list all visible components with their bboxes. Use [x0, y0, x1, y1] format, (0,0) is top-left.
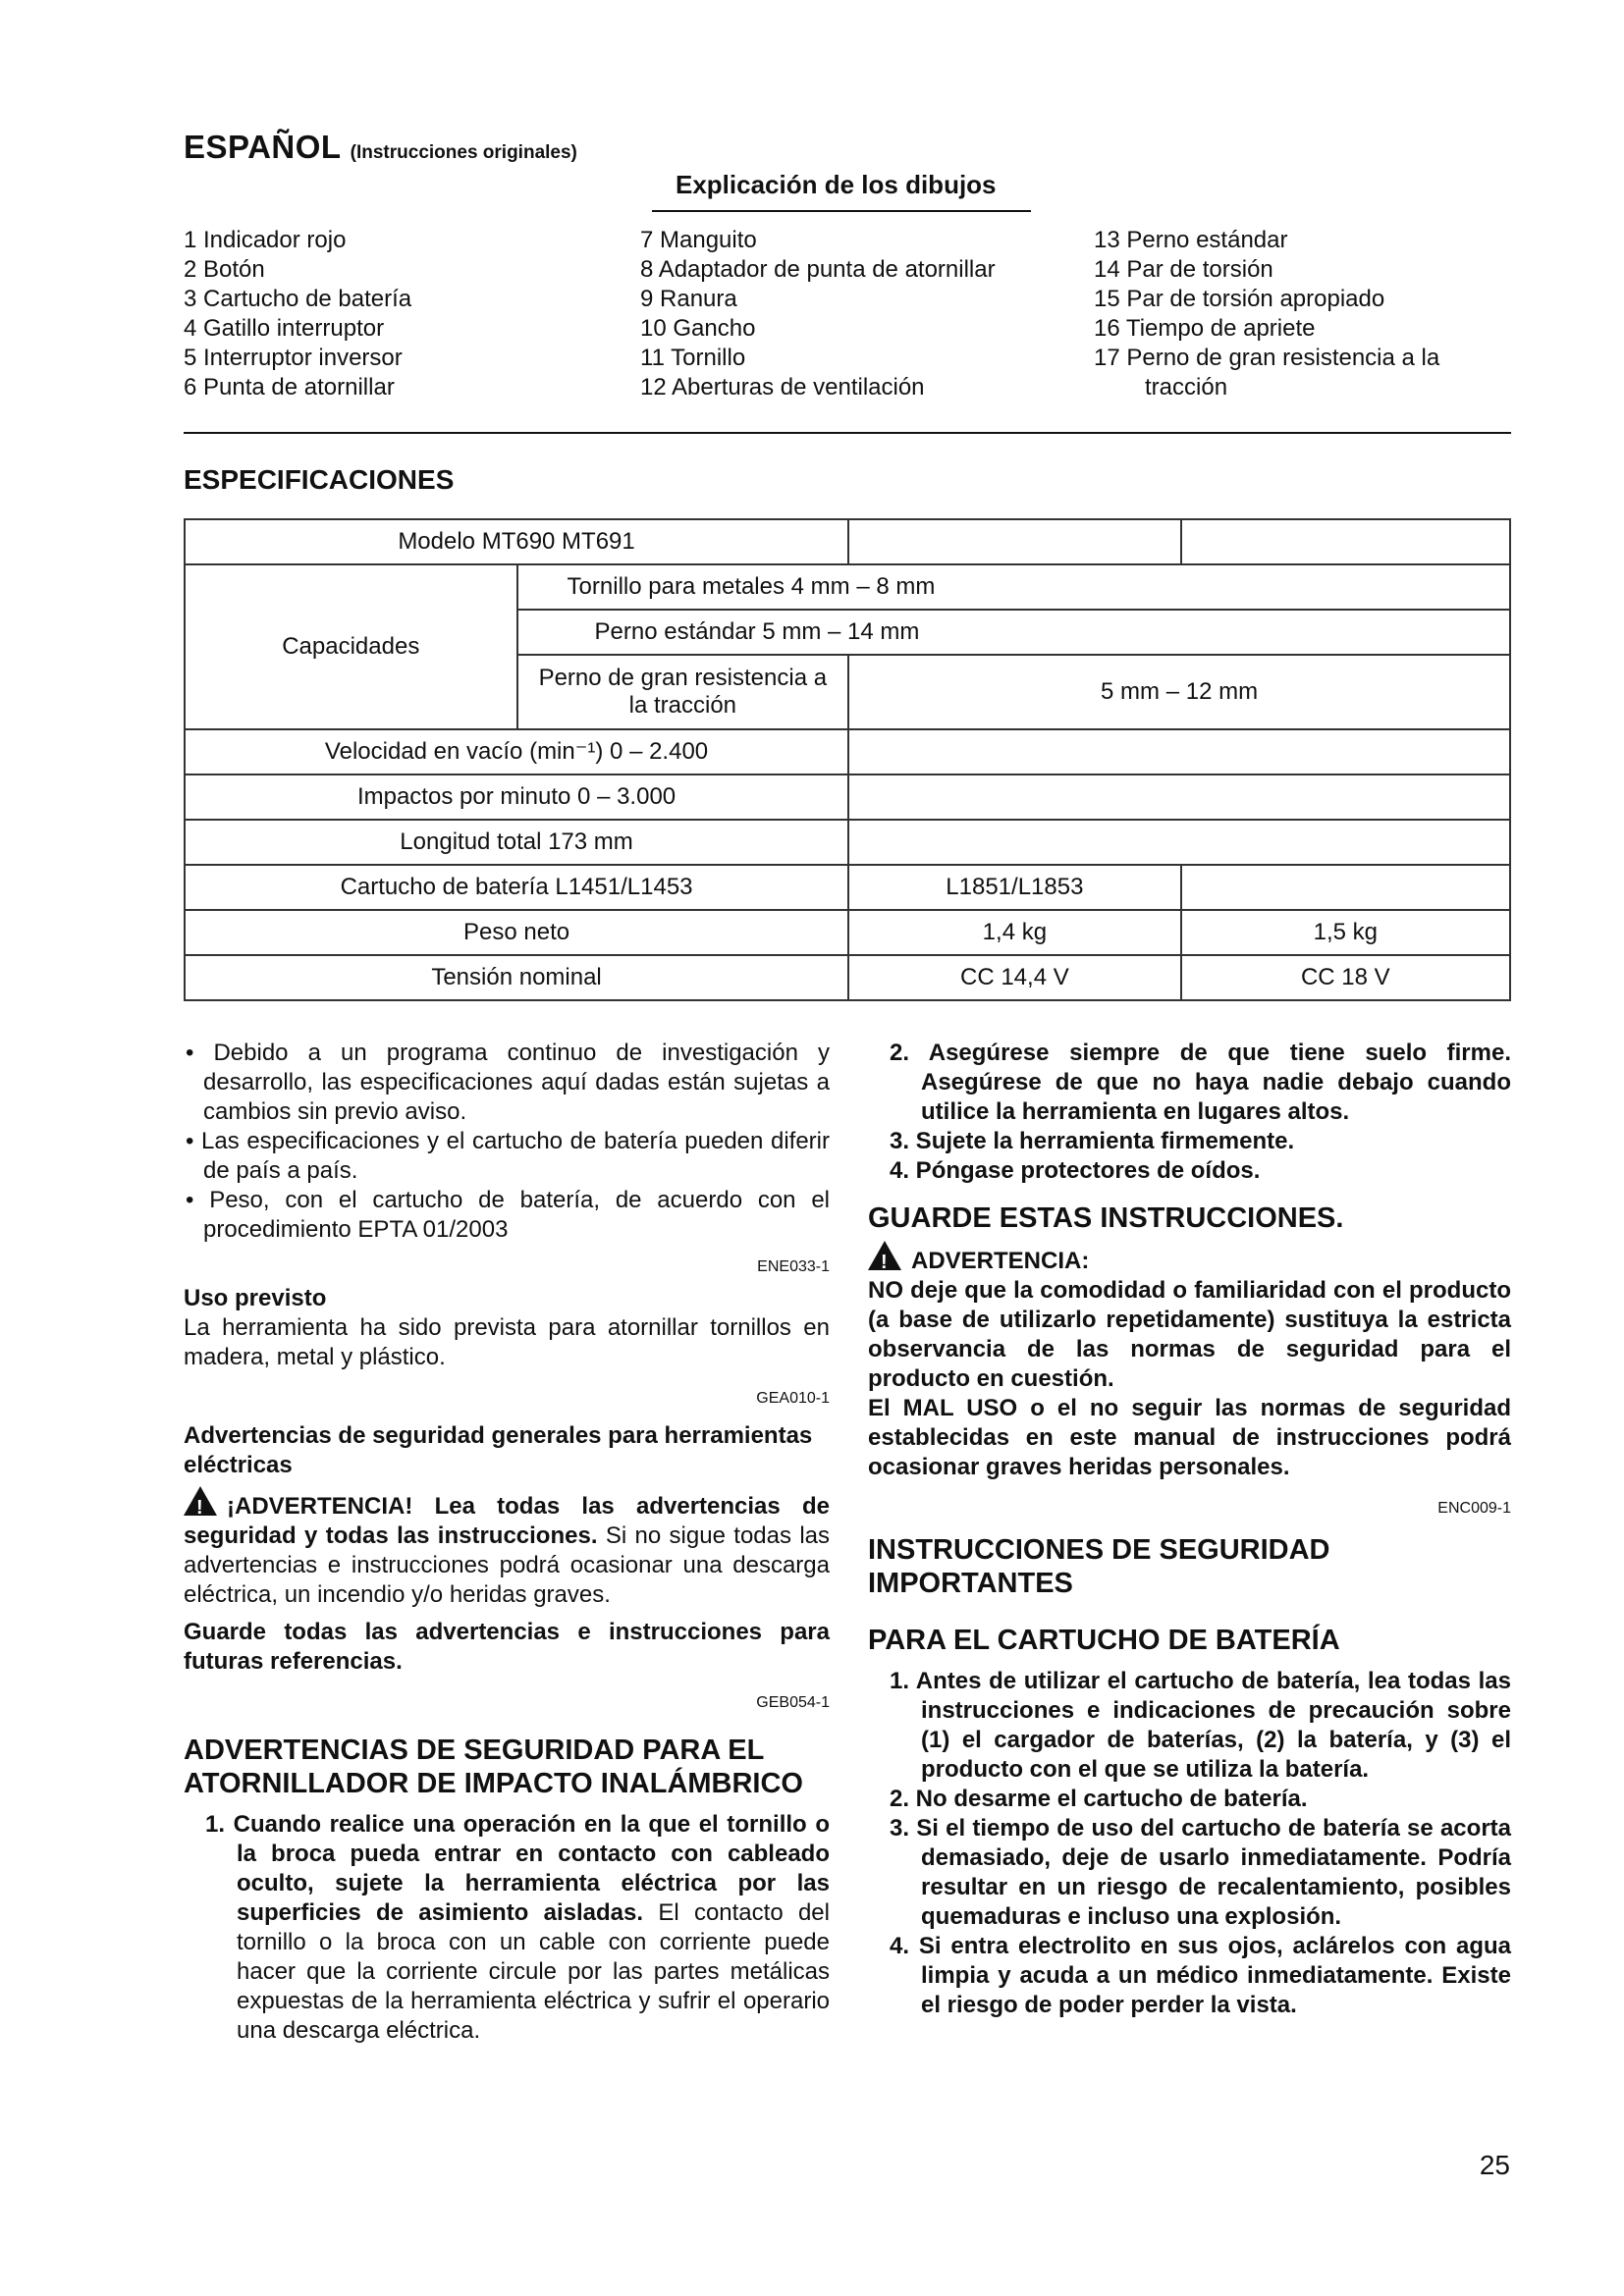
empty-cell	[848, 820, 1510, 865]
doc-code: GEA010-1	[756, 1390, 830, 1407]
legend-item: 10 Gancho	[640, 315, 756, 342]
safety-item: 2. Asegúrese siempre de que tiene suelo firme. Asegúrese de que no haya nadie debajo cuando utilice la herramienta en lugares altos.	[890, 1040, 1511, 1125]
legend-item: 6 Punta de atornillar	[184, 374, 395, 400]
warning-bold-text: ¡ADVERTENCIA! Lea todas las advertencias de seguridad y todas las instrucciones.	[184, 1493, 830, 1549]
save-instructions-title: GUARDE ESTAS INSTRUCCIONES.	[868, 1202, 1344, 1234]
speed-cell: Velocidad en vacío (min⁻¹) 0 – 2.400	[185, 729, 848, 774]
battery-item: 2. No desarme el cartucho de batería.	[890, 1786, 1308, 1812]
legend-item: 8 Adaptador de punta de atornillar	[640, 256, 996, 283]
legend-item: tracción	[1145, 374, 1228, 400]
empty-cell	[848, 774, 1510, 820]
table-row	[185, 519, 1510, 564]
general-warnings-title: Advertencias de seguridad generales para herramientas eléctricas	[184, 1422, 813, 1478]
legend-item: 12 Aberturas de ventilación	[640, 374, 925, 400]
language-name: ESPAÑOL	[184, 129, 341, 165]
impact-warning-bold: 1. Cuando realice una operación en la que el tornillo o la broca pueda entrar en contacto con cableado oculto, sujete la herramienta eléctrica por las superficies de asimiento aisladas.	[205, 1811, 830, 1926]
legend-column-1	[184, 226, 411, 402]
warning-label: ADVERTENCIA:	[911, 1248, 1090, 1274]
table-row	[185, 774, 1510, 820]
doc-code: GEB054-1	[756, 1694, 830, 1711]
warning-triangle-icon	[868, 1241, 901, 1270]
length-cell: Longitud total 173 mm	[185, 820, 848, 865]
safety-item: 4. Póngase protectores de oídos.	[890, 1157, 1261, 1184]
voltage-value-2: CC 18 V	[1181, 955, 1510, 1000]
language-subtitle: (Instrucciones originales)	[350, 142, 577, 163]
empty-cell	[1181, 519, 1510, 564]
spec-note: • Peso, con el cartucho de batería, de acuerdo con el procedimiento EPTA 01/2003	[186, 1187, 830, 1243]
legend-item: 15 Par de torsión apropiado	[1094, 286, 1385, 312]
battery-value-2: L1851/L1853	[848, 865, 1181, 910]
screw-capacity-cell: Tornillo para metales 4 mm – 8 mm	[517, 564, 1510, 610]
warning-normal-text: Si no sigue todas las advertencias e instrucciones podrá ocasionar una descarga eléctrica, un incendio y/o heridas graves.	[184, 1522, 831, 1608]
legend-item: 9 Ranura	[640, 286, 737, 312]
intended-use-title: Uso previsto	[184, 1285, 327, 1311]
legend-item: 11 Tornillo	[640, 345, 746, 371]
legend-column-3	[1094, 226, 1439, 402]
table-row	[185, 910, 1510, 955]
weight-value-1: 1,4 kg	[848, 910, 1181, 955]
legend-item: 17 Perno de gran resistencia a la	[1094, 345, 1440, 371]
language-title	[184, 129, 577, 166]
warning-text: NO deje que la comodidad o familiaridad con el producto (a base de utilizarlo repetidamente) sustituya la estricta observancia de las normas de seguridad para el producto en cuestión.	[868, 1277, 1511, 1392]
weight-value-2: 1,5 kg	[1181, 910, 1510, 955]
battery-section-title: PARA EL CARTUCHO DE BATERÍA	[868, 1625, 1340, 1656]
voltage-value-1: CC 14,4 V	[848, 955, 1181, 1000]
spec-note: • Las especificaciones y el cartucho de batería pueden diferir de país a país.	[186, 1128, 830, 1184]
hts-bolt-label: Perno de gran resistencia a la tracción	[517, 655, 849, 729]
legend-item: 14 Par de torsión	[1094, 256, 1273, 283]
general-warning-paragraph	[184, 1486, 830, 1610]
spec-note: • Debido a un programa continuo de investigación y desarrollo, las especificaciones aquí dadas están sujetas a cambios sin previo aviso.	[186, 1040, 830, 1125]
doc-code: ENC009-1	[1437, 1500, 1511, 1517]
warning-text: El MAL USO o el no seguir las normas de seguridad establecidas en este manual de instrucciones podrá ocasionar graves heridas personales.	[868, 1395, 1511, 1480]
legend-item: 13 Perno estándar	[1094, 227, 1288, 253]
bolt-capacity-cell: Perno estándar 5 mm – 14 mm	[517, 610, 1510, 655]
section-divider	[184, 432, 1511, 434]
legend-item: 5 Interruptor inversor	[184, 345, 403, 371]
legend-item: 2 Botón	[184, 256, 265, 283]
right-column	[868, 1039, 1511, 2020]
specs-table	[184, 518, 1511, 1001]
keep-instructions-text: Guarde todas las advertencias e instrucciones para futuras referencias.	[184, 1619, 830, 1675]
legend-item: 3 Cartucho de batería	[184, 286, 412, 312]
drawings-title-rule	[652, 210, 1031, 212]
impact-warning-item	[184, 1810, 830, 2046]
battery-cell: Cartucho de batería L1451/L1453	[185, 865, 848, 910]
voltage-label: Tensión nominal	[185, 955, 848, 1000]
legend-item: 7 Manguito	[640, 227, 757, 253]
table-row	[185, 820, 1510, 865]
impact-warning-normal: El contacto del tornillo o la broca con un cable con corriente puede hacer que la corriente circule por las partes metálicas expuestas de la herramienta eléctrica y sufrir el operario una descarga eléctrica.	[237, 1899, 830, 2044]
safety-item: 3. Sujete la herramienta firmemente.	[890, 1128, 1295, 1154]
page-number: 25	[1479, 2150, 1510, 2180]
doc-code: ENE033-1	[757, 1258, 830, 1275]
weight-label: Peso neto	[185, 910, 848, 955]
table-row	[185, 729, 1510, 774]
table-row	[185, 955, 1510, 1000]
table-row	[185, 865, 1510, 910]
legend-item: 16 Tiempo de apriete	[1094, 315, 1316, 342]
legend-item: 4 Gatillo interruptor	[184, 315, 385, 342]
legend-column-2	[640, 226, 996, 402]
drawings-title: Explicación de los dibujos	[676, 170, 997, 199]
capacities-label: Capacidades	[185, 564, 517, 729]
hts-bolt-value: 5 mm – 12 mm	[848, 655, 1510, 729]
empty-cell	[848, 729, 1510, 774]
warning-heading	[868, 1241, 1511, 1276]
impacts-cell: Impactos por minuto 0 – 3.000	[185, 774, 848, 820]
legend-item: 1 Indicador rojo	[184, 227, 347, 253]
warning-triangle-icon	[184, 1486, 217, 1516]
battery-item: 1. Antes de utilizar el cartucho de batería, lea todas las instrucciones e indicaciones de precaución sobre (1) el cargador de baterías, (2) la batería, y (3) el producto con el que se utiliza la batería.	[890, 1668, 1511, 1783]
empty-cell	[1181, 865, 1510, 910]
intended-use-text: La herramienta ha sido prevista para atornillar tornillos en madera, metal y plástico.	[184, 1314, 830, 1370]
specs-title: ESPECIFICACIONES	[184, 464, 455, 495]
impact-driver-warnings-title: ADVERTENCIAS DE SEGURIDAD PARA EL ATORNILLADOR DE IMPACTO INALÁMBRICO	[184, 1735, 803, 1799]
battery-item: 4. Si entra electrolito en sus ojos, aclárelos con agua limpia y acuda a un médico inmediatamente. Existe el riesgo de poder perder la vista.	[890, 1933, 1511, 2018]
important-safety-title: INSTRUCCIONES DE SEGURIDAD IMPORTANTES	[868, 1534, 1330, 1599]
model-cell: Modelo MT690 MT691	[185, 519, 848, 564]
left-column	[184, 1039, 830, 2046]
table-row	[185, 564, 1510, 610]
battery-item: 3. Si el tiempo de uso del cartucho de batería se acorta demasiado, deje de usarlo inmediatamente. Podría resultar en un riesgo de recalentamiento, posibles quemaduras e incluso una explosión.	[890, 1815, 1511, 1930]
empty-cell	[848, 519, 1181, 564]
